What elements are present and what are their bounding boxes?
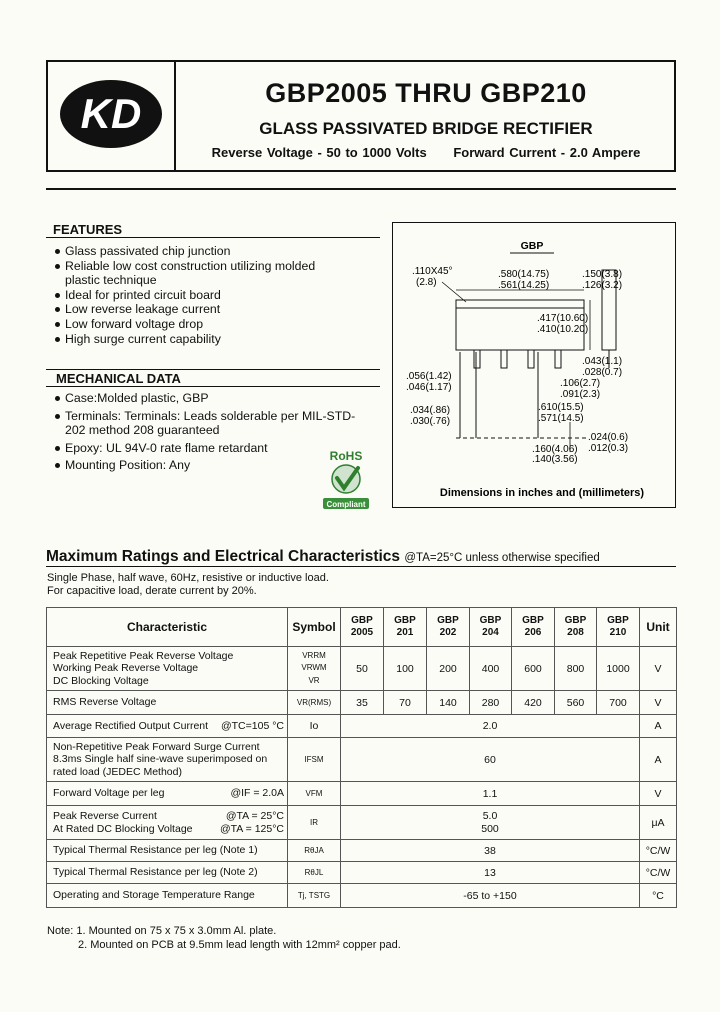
col-part: GBP 208 bbox=[555, 608, 597, 647]
list-item: Low reverse leakage current bbox=[52, 302, 352, 317]
dim-width-min: .561(14.25) bbox=[498, 280, 550, 291]
list-item: Ideal for printed circuit board bbox=[52, 288, 352, 303]
dim-a-max: .043(1.1) bbox=[582, 356, 623, 367]
table-row: Average Rectified Output Current @TC=105 °C Io 2.0 A bbox=[47, 715, 677, 738]
summary-ratings bbox=[176, 145, 676, 160]
package-caption: Dimensions in inches and (millimeters) bbox=[439, 487, 645, 499]
dim-b-max: .056(1.42) bbox=[406, 371, 452, 382]
page-subtitle: GLASS PASSIVATED BRIDGE RECTIFIER bbox=[259, 119, 593, 138]
kd-logo bbox=[58, 78, 164, 150]
list-item: Case:Molded plastic, GBP bbox=[52, 391, 382, 406]
ratings-title-note: @TA=25°C unless otherwise specified bbox=[404, 552, 600, 564]
mechanical-heading: MECHANICAL DATA bbox=[56, 371, 181, 386]
note-1: Note: 1. Mounted on 75 x 75 x 3.0mm Al. plate. bbox=[47, 925, 277, 937]
list-item: High surge current capability bbox=[52, 332, 352, 347]
reverse-voltage-summary: Reverse Voltage - 50 to 1000 Volts bbox=[211, 145, 427, 160]
col-characteristic: Characteristic bbox=[47, 608, 288, 647]
dim-b-min: .046(1.17) bbox=[406, 382, 452, 393]
notes bbox=[47, 924, 401, 952]
table-row: Typical Thermal Resistance per leg (Note 2) RθJL 13 °C/W bbox=[47, 862, 677, 884]
features-heading: FEATURES bbox=[53, 222, 123, 237]
dim-d-max: .034(.86) bbox=[410, 405, 451, 416]
dim-height-max: .417(10.60) bbox=[537, 313, 589, 324]
header-rule bbox=[46, 188, 676, 190]
ratings-conditions bbox=[47, 572, 329, 598]
dim-f-max: .024(0.6) bbox=[588, 432, 629, 443]
table-row: Peak Reverse Current @TA = 25°C At Rated DC Blocking Voltage @TA = 125°C IR 5.0 500 μA bbox=[47, 806, 677, 840]
table-row: Typical Thermal Resistance per leg (Note 1) RθJA 38 °C/W bbox=[47, 840, 677, 862]
table-row: Forward Voltage per leg @IF = 2.0A VFM 1.1 V bbox=[47, 782, 677, 806]
dim-height-min: .410(10.20) bbox=[537, 324, 589, 335]
list-item: Glass passivated chip junction bbox=[52, 244, 352, 259]
dim-f-min: .012(0.3) bbox=[588, 443, 629, 454]
dim-width-max: .580(14.75) bbox=[498, 269, 550, 280]
package-name: GBP bbox=[520, 240, 544, 252]
table-row: Non-Repetitive Peak Forward Surge Current 8.3ms Single half sine-wave superimposed on rated load (JEDEC Method) IFSM 60 A bbox=[47, 738, 677, 782]
ratings-title bbox=[46, 548, 600, 566]
col-part: GBP 202 bbox=[427, 608, 470, 647]
dim-chamfer-in: .110X45° bbox=[412, 266, 453, 277]
condition-line: For capacitive load, derate current by 20%. bbox=[47, 585, 257, 597]
logo-text: KD bbox=[80, 90, 142, 137]
features-list bbox=[52, 244, 352, 346]
forward-current-summary: Forward Current - 2.0 Ampere bbox=[453, 145, 641, 160]
rohs-label: RoHS bbox=[329, 449, 363, 463]
condition-line: Single Phase, half wave, 60Hz, resistive or inductive load. bbox=[47, 572, 329, 584]
col-unit: Unit bbox=[640, 608, 677, 647]
page-title: GBP2005 THRU GBP210 bbox=[265, 78, 587, 108]
dim-g-min: .140(3.56) bbox=[532, 454, 578, 465]
list-item: Mounting Position: Any bbox=[52, 458, 382, 473]
table-header-row bbox=[47, 608, 677, 647]
ratings-table bbox=[46, 607, 677, 908]
ratings-rule bbox=[46, 566, 676, 567]
col-part: GBP 204 bbox=[470, 608, 512, 647]
list-item: Terminals: Terminals: Leads solderable per MIL-STD-202 method 208 guaranteed bbox=[52, 409, 365, 438]
col-part: GBP 206 bbox=[512, 608, 555, 647]
rohs-compliant-label: Compliant bbox=[326, 500, 366, 509]
note-2: 2. Mounted on PCB at 9.5mm lead length with 12mm² copper pad. bbox=[78, 939, 401, 951]
dim-c-min: .091(2.3) bbox=[560, 389, 601, 400]
dim-a-min: .028(0.7) bbox=[582, 367, 623, 378]
col-part: GBP 210 bbox=[597, 608, 640, 647]
list-item: Low forward voltage drop bbox=[52, 317, 352, 332]
col-symbol: Symbol bbox=[288, 608, 341, 647]
ratings-title-text: Maximum Ratings and Electrical Characteristics bbox=[46, 548, 401, 565]
mechanical-rule bbox=[46, 386, 380, 387]
table-row: RMS Reverse Voltage VR(RMS) 35 70 140 280 420 560 700 V bbox=[47, 691, 677, 715]
list-item: Epoxy: UL 94V-0 rate flame retardant bbox=[52, 441, 382, 456]
dim-chamfer-mm: (2.8) bbox=[416, 277, 437, 288]
rohs-badge bbox=[322, 448, 370, 510]
table-row: Operating and Storage Temperature Range Tj, TSTG -65 to +150 °C bbox=[47, 884, 677, 908]
dim-g-max: .160(4.06) bbox=[532, 444, 578, 455]
dim-thick-min: .126(3.2) bbox=[582, 280, 623, 291]
package-drawing bbox=[392, 222, 676, 508]
dim-e-min: .571(14.5) bbox=[538, 413, 584, 424]
col-part: GBP 2005 bbox=[341, 608, 384, 647]
list-item: Reliable low cost construction utilizing molded plastic technique bbox=[52, 259, 352, 288]
dim-thick-max: .150(3.8) bbox=[582, 269, 623, 280]
table-row: Peak Repetitive Peak Reverse Voltage Working Peak Reverse Voltage DC Blocking Voltage VRRM VRWM VR 50 100 200 400 600 800 1000 V bbox=[47, 647, 677, 691]
features-rule bbox=[46, 237, 380, 238]
col-part: GBP 201 bbox=[384, 608, 427, 647]
dim-c-max: .106(2.7) bbox=[560, 378, 601, 389]
dim-d-min: .030(.76) bbox=[410, 416, 451, 427]
mechanical-rule-top bbox=[46, 369, 380, 370]
dim-e-max: .610(15.5) bbox=[538, 402, 584, 413]
